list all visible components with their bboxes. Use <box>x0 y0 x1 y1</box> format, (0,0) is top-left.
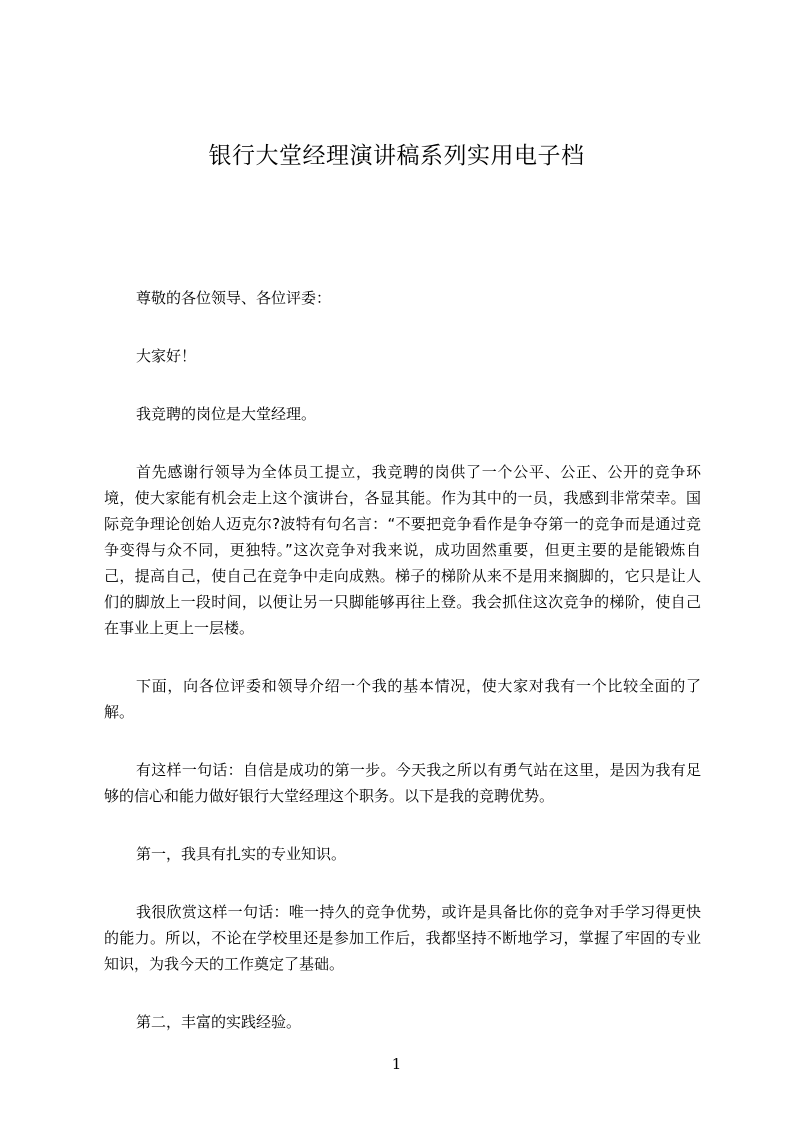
paragraph: 有这样一句话：自信是成功的第一步。今天我之所以有勇气站在这里，是因为我有足够的信心和能力做好银行大堂经理这个职务。以下是我的竞聘优势。 <box>104 761 701 805</box>
paragraph: 下面，向各位评委和领导介绍一个我的基本情况，使大家对我有一个比较全面的了解。 <box>104 677 701 721</box>
paragraph: 第一，我具有扎实的专业知识。 <box>136 845 347 863</box>
paragraph: 大家好！ <box>136 347 197 365</box>
document-body <box>104 285 701 1067</box>
document-title: 银行大堂经理演讲稿系列实用电子档 <box>208 143 585 169</box>
paragraph: 我很欣赏这样一句话：唯一持久的竞争优势，或许是具备比你的竞争对手学习得更快的能力。所以，不论在学校里还是参加工作后，我都坚持不断地学习，掌握了牢固的专业知识，为我今天的工作奠定了基础。 <box>104 903 701 973</box>
paragraph: 我竞聘的岗位是大堂经理。 <box>136 405 317 423</box>
page-number: 1 <box>391 1055 402 1073</box>
paragraph: 第二，丰富的实践经验。 <box>136 1013 302 1031</box>
paragraph: 尊敬的各位领导、各位评委： <box>136 289 332 307</box>
paragraph: 首先感谢行领导为全体员工提立，我竞聘的岗供了一个公平、公正、公开的竞争环境，使大家能有机会走上这个演讲台，各显其能。作为其中的一员，我感到非常荣幸。国际竞争理论创始人迈克尔?波特有句名言：“不要把竞争看作是争夺第一的竞争而是通过竞争变得与众不同，更独特。”这次竞争对我来说，成功固然重要，但更主要的是能锻炼自己，提高自己，使自己在竞争中走向成熟。梯子的梯阶从来不是用来搁脚的，它只是让人们的脚放上一段时间，以便让另一只脚能够再往上登。我会抓住这次竞争的梯阶，使自己在事业上更上一层楼。 <box>104 463 701 637</box>
